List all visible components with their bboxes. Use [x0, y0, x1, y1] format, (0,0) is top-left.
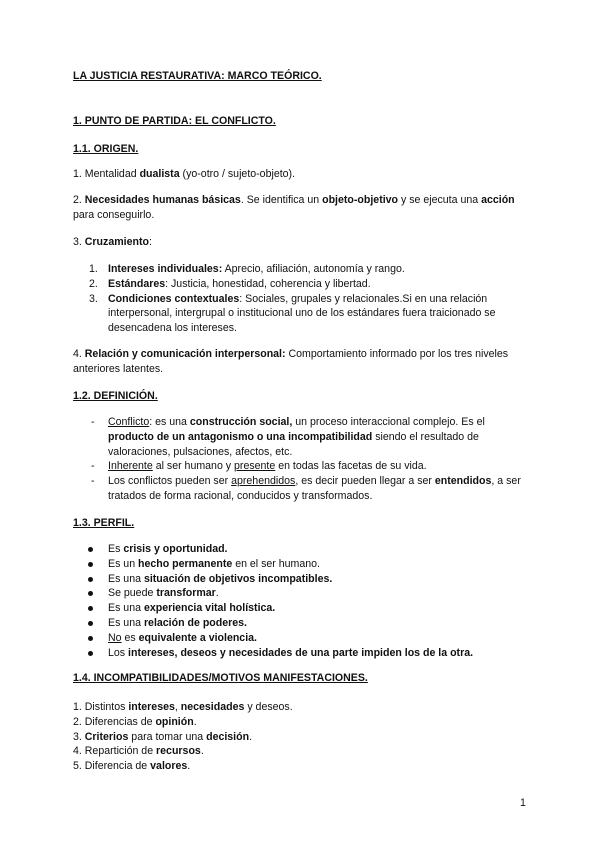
- section-1-3-heading: 1.3. PERFIL.: [73, 517, 135, 529]
- definicion-list: [73, 415, 533, 504]
- list-item: 1. Distintos intereses, necesidades y deseos.: [73, 701, 293, 713]
- list-item: Es una relación de poderes.: [73, 616, 533, 631]
- list-item: - Los conflictos pueden ser aprehendidos, es decir pueden llegar a ser entendidos, a ser tratados de forma racional, conducidos y transformados.: [91, 475, 521, 502]
- list-item: 5. Diferencia de valores.: [73, 760, 191, 773]
- section-1-1-heading: 1.1. ORIGEN.: [73, 143, 139, 155]
- list-item: 3. Condiciones contextuales: Sociales, grupales y relacionales.Si en una relación interpersonal, intergrupal o institucional uno de los estándares fuera traicionado se desencadena los intereses.: [89, 292, 496, 335]
- page-number: 1: [520, 797, 526, 809]
- list-item: 4. Repartición de recursos.: [73, 745, 204, 758]
- section-1-4-heading: 1.4. INCOMPATIBILIDADES/MOTIVOS MANIFESTACIONES.: [73, 672, 368, 684]
- origen-paragraph-2: 2. Necesidades humanas básicas. Se identifica un objeto-objetivo y se ejecuta una acción para conseguirlo.: [73, 194, 515, 221]
- list-item: No es equivalente a violencia.: [73, 631, 533, 646]
- list-item: - Inherente al ser humano y presente en todas las facetas de su vida.: [91, 460, 427, 473]
- section-1-heading: 1. PUNTO DE PARTIDA: EL CONFLICTO.: [73, 115, 276, 127]
- list-item: Se puede transformar.: [73, 586, 533, 601]
- section-1-2-heading: 1.2. DEFINICIÓN.: [73, 390, 158, 402]
- list-item: 2. Diferencias de opinión.: [73, 715, 197, 728]
- list-item: - Conflicto: es una construcción social, un proceso interaccional complejo. Es el producto de un antagonismo o una incompatibilidad siendo el resultado de valoraciones, pulsaciones, afectos, etc.: [91, 416, 485, 458]
- list-item: Los intereses, deseos y necesidades de una parte impiden los de la otra.: [73, 646, 533, 661]
- origen-paragraph-4: 4. Relación y comunicación interpersonal: Comportamiento informado por los tres niveles anteriores latentes.: [73, 348, 509, 375]
- list-item: Es crisis y oportunidad.: [73, 542, 533, 557]
- list-item: Es una situación de objetivos incompatibles.: [73, 572, 533, 587]
- motivos-list: [73, 700, 533, 774]
- cruzamiento-list: [73, 262, 533, 336]
- list-item: Es un hecho permanente en el ser humano.: [73, 557, 533, 572]
- origen-paragraph-1: 1. Mentalidad dualista (yo-otro / sujeto-objeto).: [73, 168, 296, 180]
- list-item: 2. Estándares: Justicia, honestidad, coherencia y libertad.: [89, 277, 371, 290]
- perfil-list: [73, 542, 533, 660]
- list-item: Es una experiencia vital holística.: [73, 601, 533, 616]
- document-title: LA JUSTICIA RESTAURATIVA: MARCO TEÓRICO.: [73, 70, 322, 82]
- list-item: 1. Intereses individuales: Aprecio, afiliación, autonomía y rango.: [89, 263, 405, 275]
- origen-paragraph-3: 3. Cruzamiento:: [73, 236, 152, 248]
- list-item: 3. Criterios para tomar una decisión.: [73, 730, 253, 743]
